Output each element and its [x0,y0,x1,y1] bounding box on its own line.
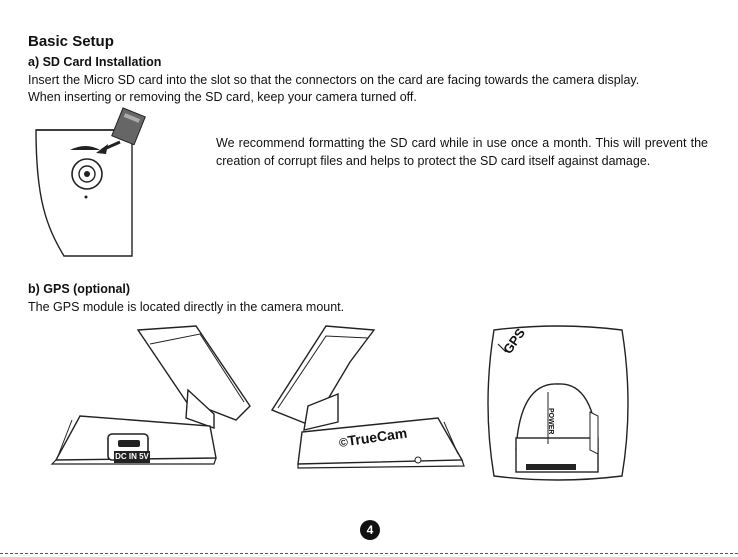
section-a-text [28,72,718,106]
camera-sd-illustration [30,108,160,260]
gps-label: GPS [500,325,529,357]
section-a-heading: a) SD Card Installation [28,55,162,69]
mount-right-illustration [268,322,468,470]
page-number: 4 [360,520,380,540]
section-a-line1: Insert the Micro SD card into the slot so that the connectors on the card are facing towards the camera display. [28,73,640,87]
section-b-heading: b) GPS (optional) [28,282,131,296]
footer-divider [0,553,738,554]
truecam-logo-text: TrueCam [346,424,409,449]
copyright-icon: © [338,434,349,450]
section-a-line2: When inserting or removing the SD card, keep your camera turned off. [28,90,417,104]
mount-left-illustration [50,322,250,470]
page-title: Basic Setup [28,33,114,50]
power-label: POWER [547,408,554,435]
section-b-text: The GPS module is located directly in the camera mount. [28,300,345,314]
sd-format-note: We recommend formatting the SD card while in use once a month. This will prevent the creation of corrupt files and helps to protect the SD card itself against damage. [216,136,708,168]
dc-in-label: DC IN 5V [115,452,149,461]
